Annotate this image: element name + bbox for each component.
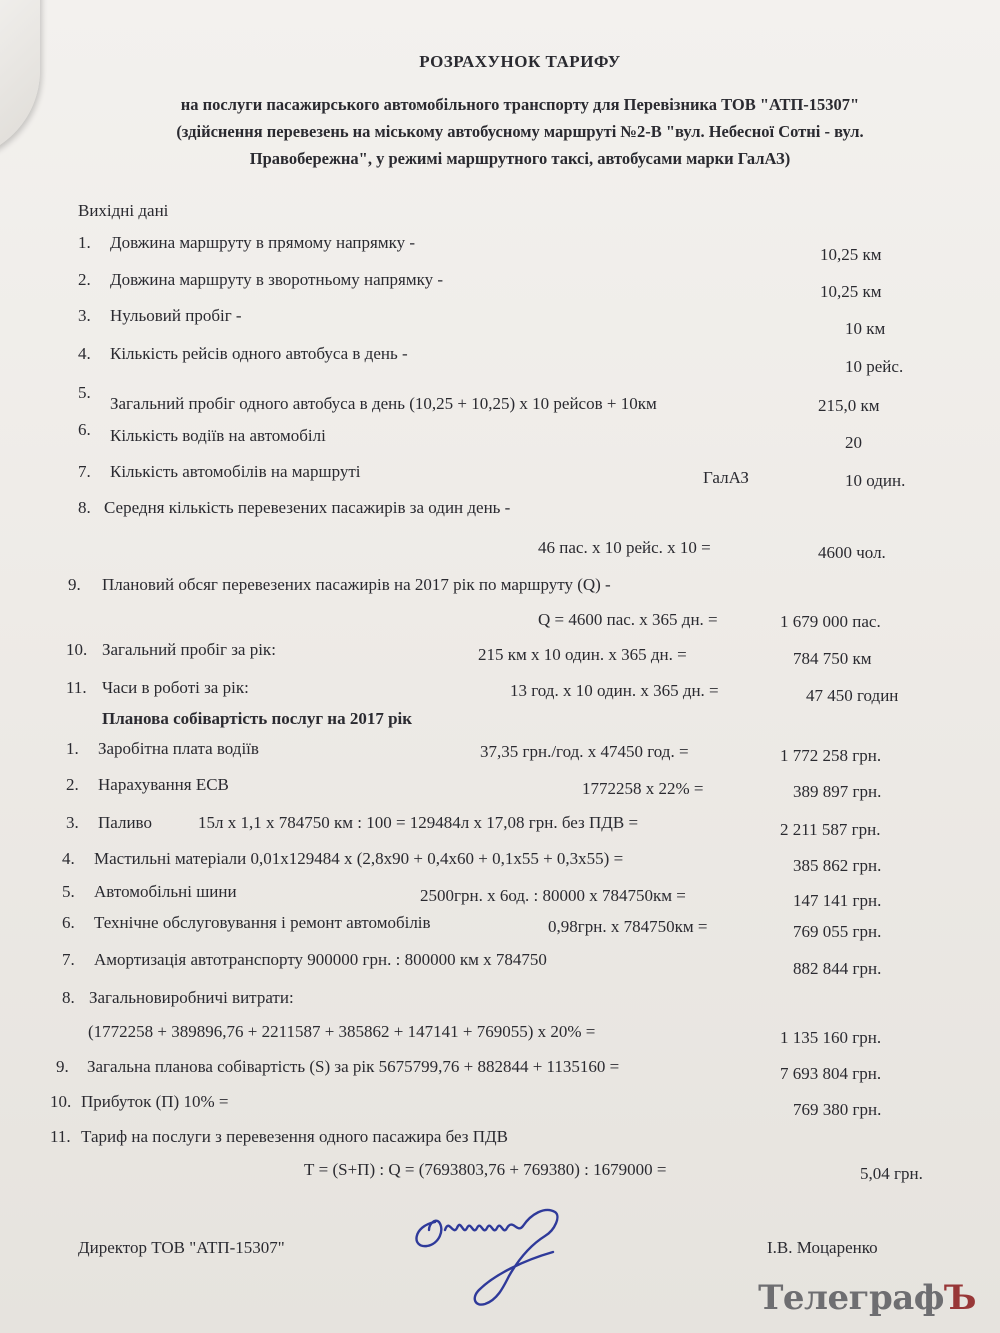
signature-icon <box>405 1200 580 1310</box>
section-heading-input-data: Вихідні дані <box>78 201 169 220</box>
subtitle-line-3: Правобережна", у режимі маршрутного таксі, автобусами марки ГалАЗ) <box>249 149 791 168</box>
director-name: І.В. Моцаренко <box>767 1238 878 1257</box>
doc-title: РОЗРАХУНОК ТАРИФУ <box>419 52 621 71</box>
subtitle-line-2: (здійснення перевезень на міському автобусному маршруті №2-В "вул. Небесної Сотні - вул. <box>176 122 864 141</box>
subtitle-line-1: на послуги пасажирського автомобільного транспорту для Перевізника ТОВ "АТП-15307" <box>180 95 860 114</box>
director-title: Директор ТОВ "АТП-15307" <box>78 1238 285 1257</box>
document-page: РОЗРАХУНОК ТАРИФУ на послуги пасажирського автомобільного транспорту для Перевізника ТОВ "АТП-15307" (здійснення перевезень на міському автобусному маршруті №2-В "вул. Небесної Сотні - вул. Правобережна", у режимі маршрутного таксі, автобусами марки ГалАЗ) Вихідні дані 1. Довжина маршруту в прямому напрямку - 10,25 км 2. Довжина маршруту в зворотньому напрямку - 10,25 км 3. Нульовий пробіг - 10 км 4. Кількість рейсів одного автобуса в день - 10 рейс. 5. Загальний пробіг одного автобуса в день (10,25 + 10,25) х 10 рейсов + 10км 215,0 км 6. Кількість водіїв на автомобілі 20 7. Кількість автомобілів на маршруті ГалАЗ 10 один. 8. Середня кількість перевезених пасажирів за один день - 46 пас. х 10 рейс. х 10 = 4600 чол. 9. Плановий обсяг перевезених пасажирів на 2017 рік по маршруту (Q) - Q = 4600 пас. х 365 дн. = 1 679 000 пас. 10. Загальний пробіг за рік: 215 км х 10 один. х 365 дн. = 784 750 км 11. Часи в роботі за рік: 13 год. х 10 один. х 365 дн. = 47 450 годин Планова собівартість послуг на 2017 рік 1. Заробітна плата водіїв 37,35 грн./год. х 47450 год. = 1 772 258 грн. 2. Нарахування ЕСВ 1772258 х 22% = 389 897 грн. 3. Паливо 15л х 1,1 х 784750 км : 100 = 129484л х 17,08 грн. без ПДВ = 2 211 587 грн. 4. Мастильні матеріали 0,01х129484 х (2,8х90 + 0,4х60 + 0,1х55 + 0,3х55) = 385 862 грн. 5. Автомобільні шини 2500грн. х 6од. : 80000 х 784750км = 147 141 грн. 6. Технічне обслуговування і ремонт автомобілів 0,98грн. х 784750км = 769 055 грн. 7. Амортизація автотранспорту 900000 грн. : 800000 км х 784750 882 844 грн. 8. Загальновиробничі витрати: (1772258 + 389896,76 + 2211587 + 385862 + 147141 + 769055) х 20% = 1 135 160 грн. 9. Загальна планова собівартість (S) за рік 5675799,76 + 882844 + 1135160 = 7 693 804 грн. 10. Прибуток (П) 10% = 769 380 грн. 11. Тариф на послуги з перевезення одного пасажира без ПДВ Т = (S+П) : Q = (7693803,76 + 769380) : 1679000 = 5,04 грн. Директор ТОВ "АТП-15307" І.В. Моцаренко ТелеграфЪ <box>0 0 1000 1333</box>
section-heading-cost: Планова собівартість послуг на 2017 рік <box>102 709 413 728</box>
watermark-logo: ТелеграфЪ <box>758 1278 976 1318</box>
